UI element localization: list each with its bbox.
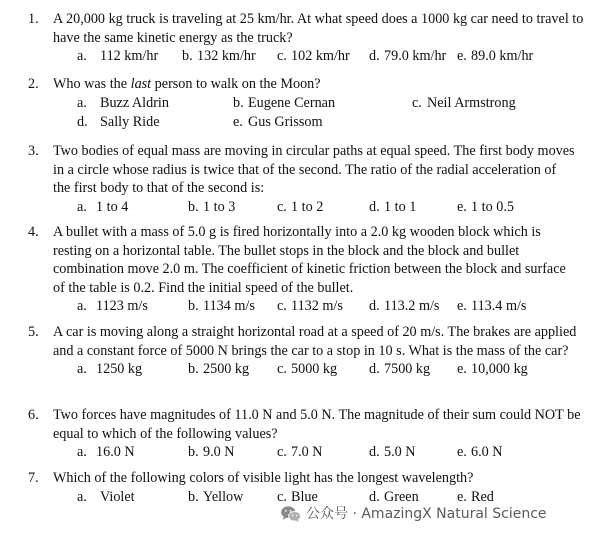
option-text: Sally Ride <box>100 113 160 130</box>
option-a <box>77 488 135 507</box>
option-b <box>182 47 256 66</box>
option-a <box>77 443 135 462</box>
question-6 <box>28 406 608 462</box>
question-text: A 20,000 kg truck is traveling at 25 km/hr. At what speed does a 1000 kg car need to travel to have the same kinetic energy as the truck? <box>53 11 584 46</box>
option-letter: e. <box>233 113 243 130</box>
question-2 <box>28 75 608 132</box>
option-text: 1 to 1 <box>384 198 417 215</box>
option-letter: d. <box>369 361 380 377</box>
question-number: 6. <box>28 407 39 423</box>
option-letter: c. <box>277 488 287 505</box>
option-text: 2500 kg <box>203 361 250 377</box>
option-text: 9.0 N <box>203 444 235 460</box>
option-a <box>77 360 142 379</box>
question-5 <box>28 323 608 379</box>
option-b <box>188 443 235 462</box>
option-letter: a. <box>77 48 87 64</box>
option-text: 10,000 kg <box>471 361 528 377</box>
option-text: Red <box>471 488 494 505</box>
option-letter: b. <box>188 298 199 314</box>
option-text: 1132 m/s <box>291 298 343 314</box>
option-text: 1 to 0.5 <box>471 198 514 215</box>
question-number: 2. <box>28 76 39 92</box>
option-text: 1134 m/s <box>203 298 255 314</box>
option-text: 6.0 N <box>471 444 503 460</box>
option-letter: c. <box>277 48 287 64</box>
options-row <box>28 94 608 113</box>
question-text-part: Who was the <box>53 76 131 92</box>
option-letter: e. <box>457 298 467 314</box>
option-text: 7.0 N <box>291 444 323 460</box>
option-b <box>188 297 255 316</box>
option-letter: e. <box>457 361 467 377</box>
question-number: 5. <box>28 324 39 340</box>
option-text: 102 km/hr <box>291 48 350 64</box>
option-e <box>457 297 526 316</box>
wechat-icon <box>280 505 302 523</box>
option-text: 112 km/hr <box>100 48 159 64</box>
option-e <box>457 443 503 462</box>
question-number: 1. <box>28 11 39 27</box>
option-letter: d. <box>77 113 88 130</box>
option-letter: d. <box>369 488 380 505</box>
option-letter: a. <box>77 361 87 377</box>
option-c <box>277 47 350 66</box>
option-text: 1 to 3 <box>203 198 236 215</box>
option-c <box>277 198 323 217</box>
options-row <box>28 198 608 217</box>
option-a <box>77 198 128 217</box>
option-letter: d. <box>369 48 380 64</box>
question-7 <box>28 469 608 507</box>
option-text: Eugene Cernan <box>248 94 336 111</box>
question-text <box>53 75 593 94</box>
option-letter: d. <box>369 298 380 314</box>
options-row <box>28 297 608 316</box>
question-text: A car is moving along a straight horizontal road at a speed of 20 m/s. The brakes are applied and a constant force of 5000 N brings the car to a stop in 10 s. What is the mass of the car? <box>53 324 577 359</box>
option-text: 5.0 N <box>384 444 416 460</box>
option-b <box>188 198 235 217</box>
question-text-part: person to walk on the Moon? <box>151 76 321 92</box>
option-letter: b. <box>233 94 244 111</box>
option-letter: c. <box>277 361 287 377</box>
option-b <box>188 488 243 507</box>
option-text: 89.0 km/hr <box>471 48 534 64</box>
option-text: 16.0 N <box>96 444 135 460</box>
option-e <box>457 47 533 66</box>
option-a <box>77 297 148 316</box>
option-text: 5000 kg <box>291 361 338 377</box>
option-letter: b. <box>182 48 193 64</box>
option-text: 7500 kg <box>384 361 431 377</box>
option-letter: a. <box>77 298 87 314</box>
question-3 <box>28 142 608 217</box>
option-letter: a. <box>77 94 87 111</box>
option-d <box>369 47 446 66</box>
option-a <box>77 94 169 113</box>
option-letter: e. <box>457 198 467 215</box>
question-number: 4. <box>28 224 39 240</box>
option-e <box>457 360 528 379</box>
watermark <box>280 503 547 525</box>
question-number: 3. <box>28 143 39 159</box>
option-letter: c. <box>277 198 287 215</box>
option-letter: b. <box>188 361 199 377</box>
question-text: Two bodies of equal mass are moving in circular paths at equal speed. The first body moves in a circle whose radius is twice that of the second. The ratio of the radial acceleration of the first body to that of the second is: <box>53 143 575 196</box>
option-d <box>369 297 439 316</box>
option-letter: d. <box>369 444 380 460</box>
option-text: Yellow <box>203 488 244 505</box>
option-text: 1250 kg <box>96 361 143 377</box>
question-1 <box>28 10 608 66</box>
options-row <box>28 360 608 379</box>
option-letter: c. <box>412 94 422 111</box>
option-letter: a. <box>77 488 87 505</box>
question-text: Which of the following colors of visible light has the longest wavelength? <box>53 470 474 486</box>
option-text: 113.4 m/s <box>471 298 527 314</box>
option-e <box>457 198 514 217</box>
option-text: Neil Armstrong <box>427 94 516 111</box>
option-c <box>277 360 337 379</box>
question-4 <box>28 223 608 316</box>
option-c <box>277 443 323 462</box>
options-row <box>28 47 608 66</box>
option-letter: d. <box>369 198 380 215</box>
option-c <box>412 94 516 113</box>
option-letter: e. <box>457 48 467 64</box>
option-letter: c. <box>277 298 287 314</box>
option-d <box>369 360 430 379</box>
option-text: Gus Grissom <box>248 113 323 130</box>
option-text: 1123 m/s <box>96 298 148 314</box>
option-text: Blue <box>291 488 318 505</box>
option-text: 1 to 2 <box>291 198 324 215</box>
option-letter: c. <box>277 444 287 460</box>
option-letter: b. <box>188 444 199 460</box>
option-letter: a. <box>77 198 87 215</box>
option-text: 79.0 km/hr <box>384 48 447 64</box>
option-text: 1 to 4 <box>96 198 129 215</box>
option-text: Green <box>384 488 419 505</box>
option-letter: b. <box>188 198 199 215</box>
option-letter: e. <box>457 488 467 505</box>
option-d <box>77 113 160 132</box>
option-b <box>188 360 249 379</box>
option-d <box>369 443 416 462</box>
option-d <box>369 198 416 217</box>
question-text: Two forces have magnitudes of 11.0 N and 5.0 N. The magnitude of their sum could NOT be equal to which of the following values? <box>53 407 581 442</box>
option-letter: a. <box>77 444 87 460</box>
question-number: 7. <box>28 470 39 486</box>
option-text: Violet <box>100 488 135 505</box>
options-row <box>28 443 608 462</box>
option-letter: b. <box>188 488 199 505</box>
question-text: A bullet with a mass of 5.0 g is fired horizontally into a 2.0 kg wooden block which is resting on a horizontal table. The bullet stops in the block and the block and bullet combination move 2.0 m. The coefficient of kinetic friction between the block and surface of the table is 0.2. Find the initial speed of the bullet. <box>53 224 566 296</box>
option-c <box>277 297 343 316</box>
option-a <box>77 47 158 66</box>
options-row <box>28 113 608 132</box>
emphasized-word: last <box>130 76 152 92</box>
option-e <box>233 113 323 132</box>
option-text: 113.2 m/s <box>384 298 440 314</box>
watermark-text: 公众号 · AmazingX Natural Science <box>306 505 547 522</box>
option-text: Buzz Aldrin <box>100 94 169 111</box>
option-b <box>233 94 335 113</box>
option-text: 132 km/hr <box>197 48 256 64</box>
option-letter: e. <box>457 444 467 460</box>
